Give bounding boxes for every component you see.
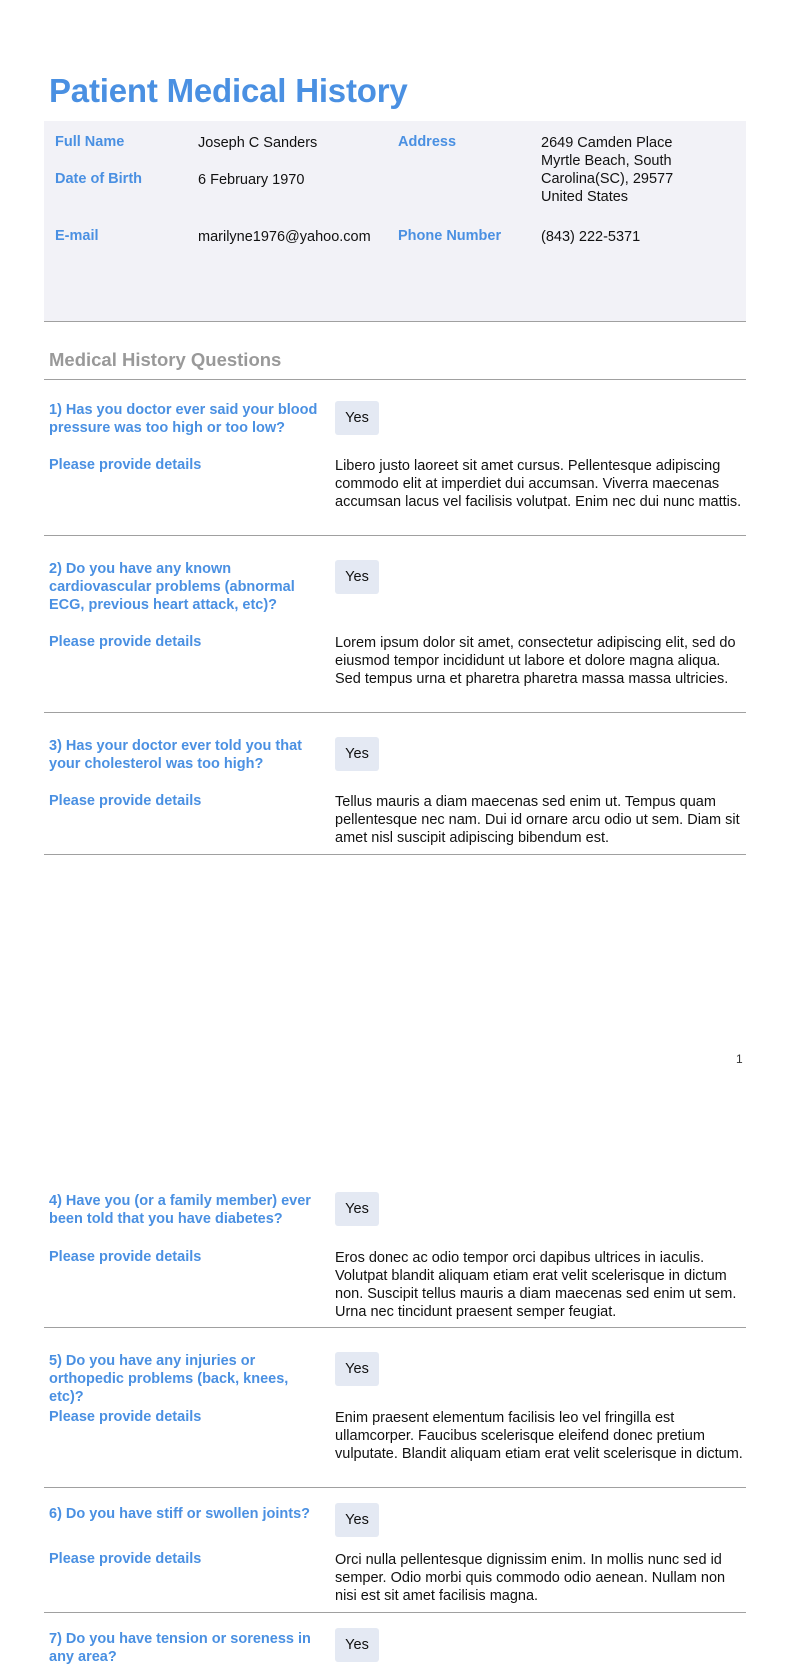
answer-2: Yes bbox=[335, 560, 379, 594]
dob-value: 6 February 1970 bbox=[198, 172, 305, 188]
answer-4: Yes bbox=[335, 1192, 379, 1226]
details-6: Orci nulla pellentesque dignissim enim. In mollis nunc sed id semper. Odio morbi quis commodo odio aenean. Nullam non nisi est sit amet facilisis magna. bbox=[335, 1552, 726, 1604]
phone-label: Phone Number bbox=[398, 228, 502, 244]
divider bbox=[44, 1612, 746, 1613]
answer-7: Yes bbox=[335, 1628, 379, 1662]
divider bbox=[44, 379, 746, 380]
answer-6: Yes bbox=[335, 1503, 379, 1537]
address-value bbox=[541, 134, 673, 206]
address-line: United States bbox=[541, 189, 629, 205]
page-title: Patient Medical History bbox=[49, 72, 408, 109]
divider bbox=[44, 712, 746, 713]
email-label: E-mail bbox=[55, 228, 99, 244]
question-5: 5) Do you have any injuries or orthopedic problems (back, knees, etc)? bbox=[49, 1353, 289, 1405]
details-label-5: Please provide details bbox=[49, 1409, 202, 1425]
question-4: 4) Have you (or a family member) ever been told that you have diabetes? bbox=[49, 1193, 311, 1227]
divider bbox=[44, 854, 746, 855]
details-5: Enim praesent elementum facilisis leo vel fringilla est ullamcorper. Faucibus scelerisque eleifend donec pretium vulputate. Blandit aliquam etiam erat velit scelerisque in dictum. bbox=[335, 1410, 743, 1462]
details-label-3: Please provide details bbox=[49, 793, 202, 809]
question-7: 7) Do you have tension or soreness in any area? bbox=[49, 1631, 311, 1665]
question-2: 2) Do you have any known cardiovascular problems (abnormal ECG, previous heart attack, etc)? bbox=[49, 561, 295, 613]
address-label: Address bbox=[398, 134, 457, 150]
divider bbox=[44, 535, 746, 536]
address-line: 2649 Camden Place bbox=[541, 135, 673, 151]
full-name-label: Full Name bbox=[55, 134, 125, 150]
answer-1: Yes bbox=[335, 401, 379, 435]
address-line: Myrtle Beach, South bbox=[541, 153, 672, 169]
details-label-1: Please provide details bbox=[49, 457, 202, 473]
question-3: 3) Has your doctor ever told you that your cholesterol was too high? bbox=[49, 738, 302, 772]
divider bbox=[44, 1327, 746, 1328]
details-2: Lorem ipsum dolor sit amet, consectetur adipiscing elit, sed do eiusmod tempor incididunt ut labore et dolore magna aliqua. Sed tempus urna et pharetra pharetra massa massa ultricies. bbox=[335, 635, 736, 687]
question-1: 1) Has you doctor ever said your blood pressure was too high or too low? bbox=[49, 402, 318, 436]
section-title: Medical History Questions bbox=[49, 349, 282, 370]
email-value: marilyne1976@yahoo.com bbox=[198, 229, 371, 245]
question-6: 6) Do you have stiff or swollen joints? bbox=[49, 1506, 311, 1522]
details-label-6: Please provide details bbox=[49, 1551, 202, 1567]
phone-value: (843) 222-5371 bbox=[541, 229, 641, 245]
details-4: Eros donec ac odio tempor orci dapibus ultrices in iaculis. Volutpat blandit aliquam etiam erat velit scelerisque in dictum non. Suscipit tellus mauris a diam maecenas sed enim ut sem. Urna nec tincidunt praesent semper feugiat. bbox=[335, 1250, 737, 1320]
page-number: 1 bbox=[736, 1052, 743, 1066]
answer-5: Yes bbox=[335, 1352, 379, 1386]
details-label-2: Please provide details bbox=[49, 634, 202, 650]
details-label-4: Please provide details bbox=[49, 1249, 202, 1265]
full-name-value: Joseph C Sanders bbox=[198, 135, 318, 151]
divider bbox=[44, 1487, 746, 1488]
answer-3: Yes bbox=[335, 737, 379, 771]
address-line: Carolina(SC), 29577 bbox=[541, 171, 674, 187]
details-3: Tellus mauris a diam maecenas sed enim ut. Tempus quam pellentesque nec nam. Dui id ornare arcu odio ut sem. Diam sit amet nisl suscipit adipiscing bibendum est. bbox=[335, 794, 740, 846]
details-1: Libero justo laoreet sit amet cursus. Pellentesque adipiscing commodo elit at imperdiet dui accumsan. Viverra maecenas accumsan lacus vel facilisis volutpat. Enim nec dui nunc mattis. bbox=[335, 458, 742, 510]
dob-label: Date of Birth bbox=[55, 171, 142, 187]
